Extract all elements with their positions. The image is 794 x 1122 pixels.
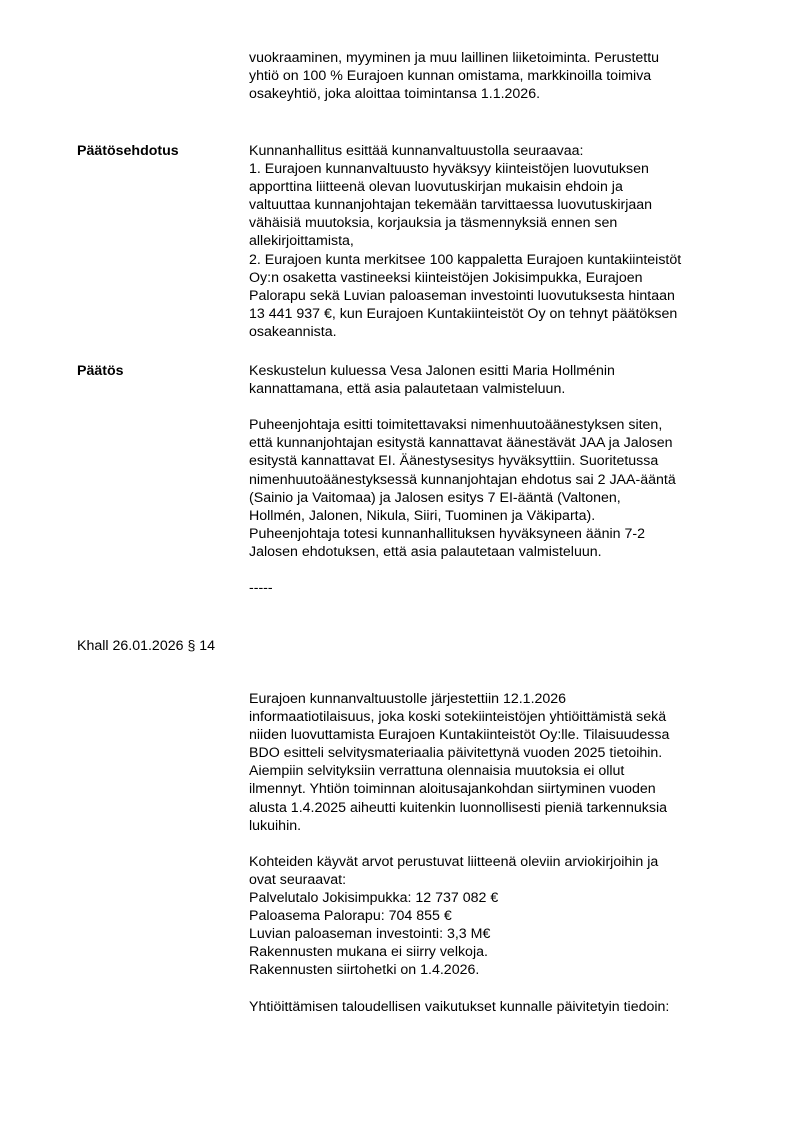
value-item: Luvian paloaseman investointi: 3,3 M€ — [249, 926, 491, 943]
text-line: Eurajoen kunnanvaltuustolle järjestettiin 12.1.2026 — [249, 691, 567, 707]
text-line: Palorapu sekä Luvian paloaseman investointi luovutuksesta hintaan — [249, 287, 675, 304]
text-line: osakeyhtiö, joka aloittaa toimintansa 1.1.2026. — [249, 86, 541, 103]
text-line: allekirjoittamista, — [249, 233, 354, 250]
text-line: että kunnanjohtajan esitystä kannattavat äänestävät JAA ja Jalosen — [249, 435, 673, 452]
text-line: Kohteiden käyvät arvot perustuvat liitteenä oleviin arviokirjoihin ja — [249, 853, 659, 870]
value-item: Paloasema Palorapu: 704 855 € — [249, 908, 452, 925]
text-line: esitystä kannattavat EI. Äänestysesitys hyväksyttiin. Suoritetussa — [249, 453, 659, 470]
text-line: Puheenjohtaja totesi kunnanhallituksen hyväksyneen äänin 7-2 — [249, 525, 645, 542]
intro-paragraph — [249, 49, 749, 103]
text-line: Yhtiöittämisen taloudellisen vaikutukset kunnalle päivitetyin tiedoin: — [249, 998, 670, 1015]
text-line: kannattamana, että asia palautetaan valmisteluun. — [249, 381, 566, 398]
text-line: yhtiö on 100 % Eurajoen kunnan omistama, markkinoilla toimiva — [249, 68, 652, 85]
text-line: (Sainio ja Vaitomaa) ja Jalosen esitys 7 EI-ääntä (Valtonen, — [249, 489, 621, 506]
text-line: apporttina liitteenä olevan luovutuskirjan mukaisin ehdoin ja — [249, 179, 623, 196]
text-line: niiden luovuttamista Eurajoen Kuntakiinteistöt Oy:lle. Tilaisuudessa — [249, 727, 670, 744]
text-line: vuokraaminen, myyminen ja muu laillinen liiketoiminta. Perustettu — [249, 50, 660, 66]
text-line: 2. Eurajoen kunta merkitsee 100 kappaletta Eurajoen kuntakiinteistöt — [249, 251, 682, 268]
text-line: 13 441 937 €, kun Eurajoen Kuntakiinteistöt Oy on tehnyt päätöksen — [249, 305, 678, 322]
text-line: Kunnanhallitus esittää kunnanvaltuustolla seuraavaa: — [249, 143, 584, 159]
text-line: nimenhuutoäänestyksessä kunnanjohtajan ehdotus sai 2 JAA-ääntä — [249, 471, 676, 488]
text-line: Oy:n osaketta vastineeksi kiinteistöjen Jokisimpukka, Eurajoen — [249, 269, 643, 286]
text-line: ovat seuraavat: — [249, 871, 347, 888]
text-line: vähäisiä muutoksia, korjauksia ja täsmennyksiä ennen sen — [249, 215, 618, 232]
text-line: informaatiotilaisuus, joka koski sotekiinteistöjen yhtiöittämistä sekä — [249, 709, 667, 726]
proposal-heading: Päätösehdotus — [77, 143, 179, 159]
text-line: osakeannista. — [249, 323, 337, 340]
proposal-paragraph — [249, 142, 749, 341]
text-line: ilmennyt. Yhtiön toiminnan aloitusajankohdan siirtyminen vuoden — [249, 781, 656, 798]
text-line: Aiempiin selvityksiin verrattuna olennaisia muutoksia ei ollut — [249, 763, 625, 780]
decision-paragraph — [249, 362, 749, 597]
info-paragraph — [249, 690, 749, 1016]
value-item: Palvelutalo Jokisimpukka: 12 737 082 € — [249, 890, 499, 907]
text-line: Jalosen ehdotuksen, että asia palautetaan valmisteluun. — [249, 543, 602, 560]
text-line: Rakennusten siirtohetki on 1.4.2026. — [249, 962, 480, 979]
section-reference: Khall 26.01.2026 § 14 — [77, 638, 216, 654]
text-line: Rakennusten mukana ei siirry velkoja. — [249, 944, 488, 961]
text-line: 1. Eurajoen kunnanvaltuusto hyväksyy kiinteistöjen luovutuksen — [249, 161, 649, 178]
text-line: Hollmén, Jalonen, Nikula, Siiri, Tuominen ja Väkiparta). — [249, 507, 596, 524]
text-line: lukuihin. — [249, 817, 302, 834]
text-line: Keskustelun kuluessa Vesa Jalonen esitti Maria Hollménin — [249, 363, 615, 379]
text-line: alusta 1.4.2025 aiheutti kuitenkin luonnollisesti pieniä tarkennuksia — [249, 799, 668, 816]
text-line: Puheenjohtaja esitti toimitettavaksi nimenhuutoäänestyksen siten, — [249, 417, 663, 434]
text-line: valtuuttaa kunnanjohtajan tekemään tarvittaessa luovutuskirjaan — [249, 197, 653, 214]
separator: ----- — [249, 580, 273, 597]
decision-heading: Päätös — [77, 363, 124, 379]
text-line: BDO esitteli selvitysmateriaalia päivitettynä vuoden 2025 tietoihin. — [249, 745, 663, 762]
